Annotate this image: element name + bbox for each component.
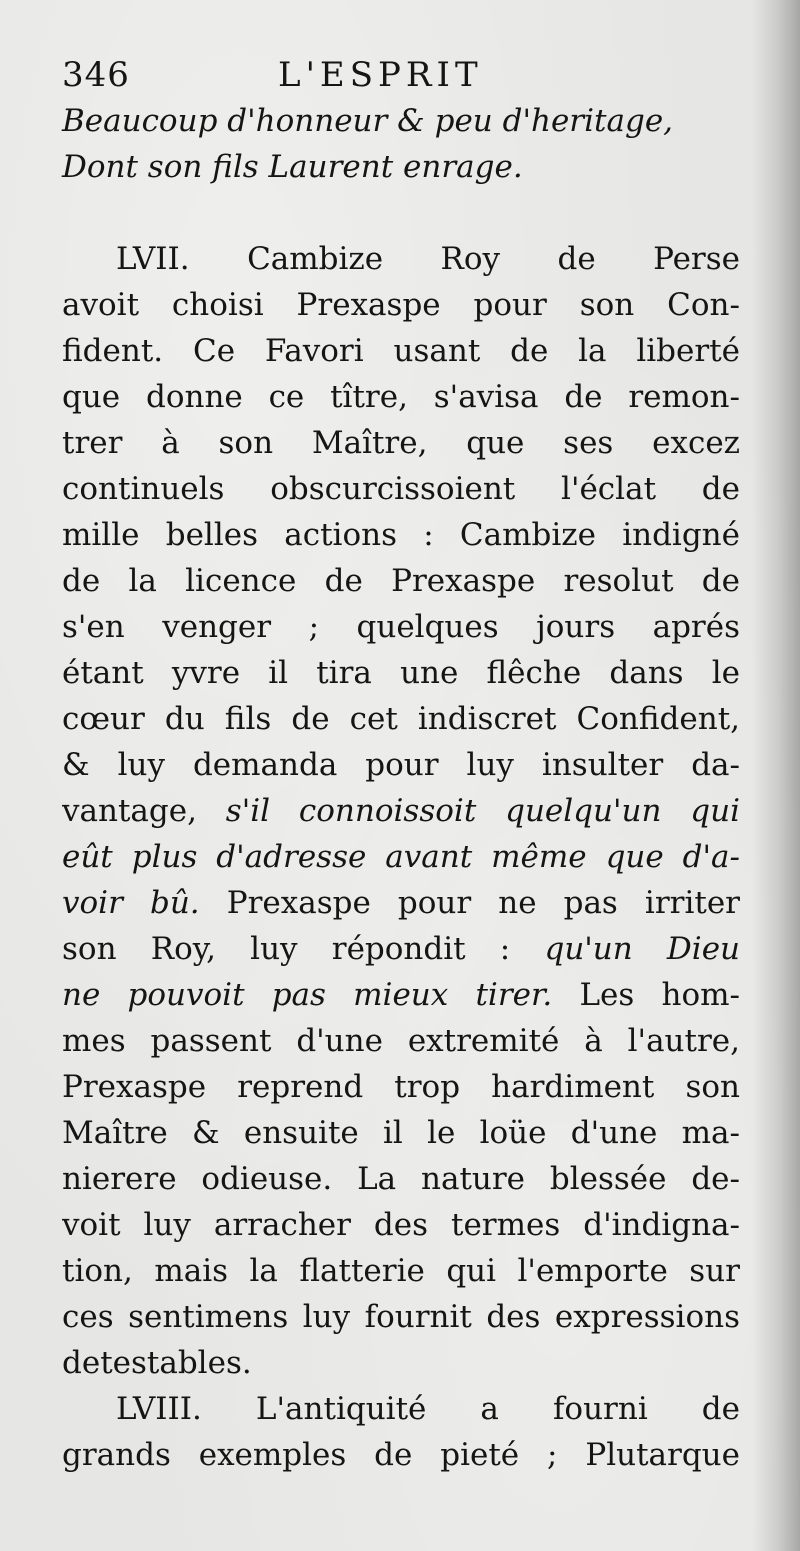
italic-text-segment: voir bû. (62, 885, 200, 921)
italic-text-segment: qu'un Dieu (544, 931, 740, 967)
page-gutter-shadow (752, 0, 800, 1551)
text-line: trer à son Maître, que ses excez (62, 425, 740, 461)
text-line: voit luy arracher des termes d'indigna- (62, 1207, 740, 1243)
verse-line: Beaucoup d'honneur & peu d'heritage, (62, 103, 674, 139)
text-line: mes passent d'une extremité à l'autre, (62, 1023, 740, 1059)
verse-quotation (62, 98, 752, 190)
text-line: LVIII. L'antiquité a fourni de (116, 1391, 740, 1427)
text-line: avoit choisi Prexaspe pour son Con- (62, 287, 740, 323)
text-segment: vantage, (62, 793, 197, 829)
text-line: cœur du fils de cet indiscret Confident, (62, 701, 740, 737)
italic-text-segment: ne pouvoit pas mieux tirer. (62, 977, 553, 1013)
text-line: de la licence de Prexaspe resolut de (62, 563, 740, 599)
body-text (62, 236, 740, 1478)
text-line: grands exemples de pieté ; Plutarque (62, 1437, 740, 1473)
text-segment: Prexaspe pour ne pas irriter (226, 885, 740, 921)
running-head: L'ESPRIT (278, 55, 483, 95)
page-number: 346 (62, 55, 130, 95)
text-line: étant yvre il tira une flêche dans le (62, 655, 740, 691)
page-header (62, 52, 752, 98)
text-line: que donne ce tître, s'avisa de remon- (62, 379, 740, 415)
text-line: Prexaspe reprend trop hardiment son (62, 1069, 740, 1105)
text-line (62, 788, 740, 834)
text-line: eût plus d'adresse avant même que d'a- (62, 839, 740, 875)
text-line: mille belles actions : Cambize indigné (62, 517, 740, 553)
text-line: continuels obscurcissoient l'éclat de (62, 471, 740, 507)
text-line (62, 880, 740, 926)
text-line: fident. Ce Favori usant de la liberté (62, 333, 740, 369)
text-line: & luy demanda pour luy insulter da- (62, 747, 740, 783)
text-line: nierere odieuse. La nature blessée de- (62, 1161, 740, 1197)
verse-line: Dont son fils Laurent enrage. (62, 149, 523, 185)
text-segment: Les hom- (579, 977, 740, 1013)
text-segment: son Roy, luy répondit : (62, 931, 511, 967)
text-line: LVII. Cambize Roy de Perse (116, 241, 740, 277)
text-line: detestables. (62, 1345, 252, 1381)
text-line: Maître & ensuite il le loüe d'une ma- (62, 1115, 740, 1151)
italic-text-segment: s'il connoissoit quelqu'un qui (225, 793, 740, 829)
text-line: ces sentimens luy fournit des expressions (62, 1299, 740, 1335)
text-line (62, 926, 740, 972)
text-line (62, 972, 740, 1018)
text-line: tion, mais la flatterie qui l'emporte sur (62, 1253, 740, 1289)
text-line: s'en venger ; quelques jours aprés (62, 609, 740, 645)
